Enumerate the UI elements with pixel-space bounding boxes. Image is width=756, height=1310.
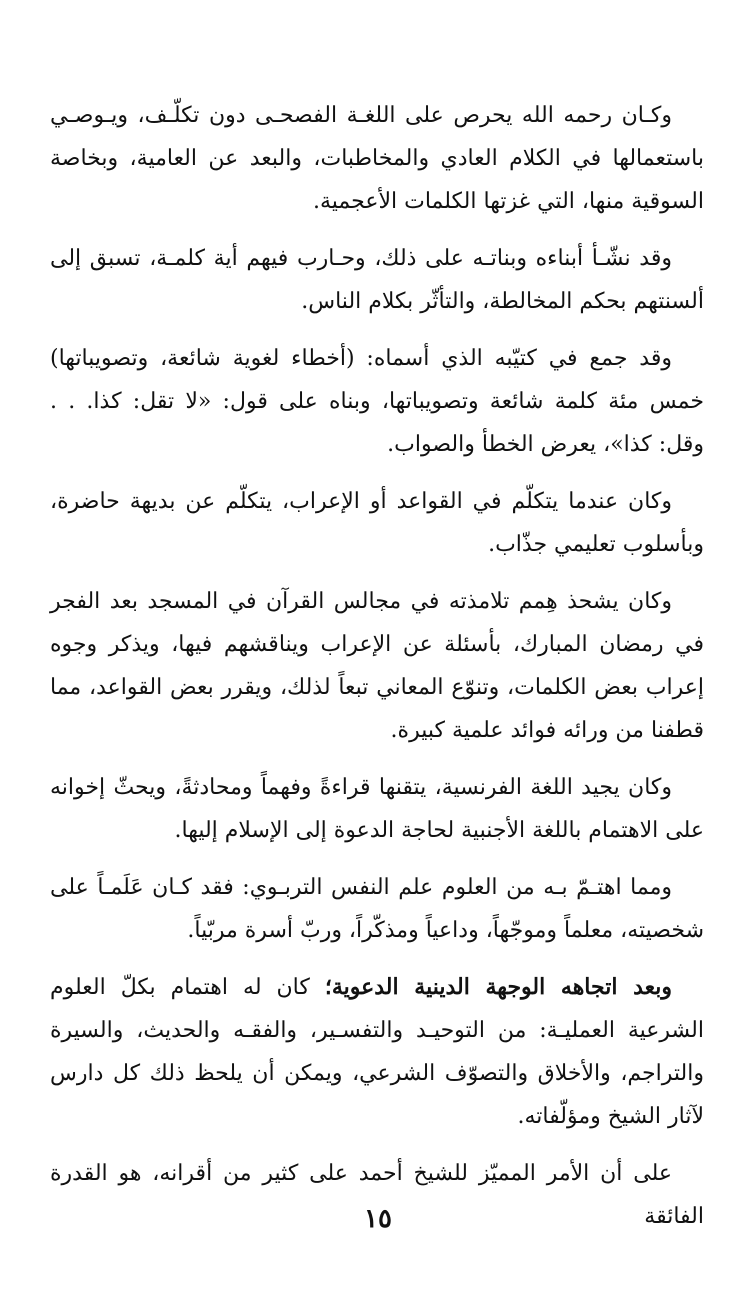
page-number: ١٥ [364, 1204, 392, 1234]
paragraph-7 [50, 866, 704, 952]
paragraph-7-text: ومما اهتـمّ بـه من العلوم علم النفس التربـوي: فقد كـان عَلَمـاً على شخصيته، معلماً وموجّهاً، وداعياً ومذكّراً، وربّ أسرة مربّياً. [50, 875, 704, 943]
paragraph-6 [50, 766, 704, 852]
paragraph-5-text: وكان يشحذ هِمم تلامذته في مجالس القرآن في المسجد بعد الفجر في رمضان المبارك، بأسئلة عن الإعراب ويناقشهم فيها، ويذكر وجوه إعراب بعض الكلمات، وتنوّع المعاني تبعاً لذلك، ويقرر بعض القواعد، مما قطفنا من ورائه فوائد علمية كبيرة. [50, 589, 704, 743]
paragraph-1 [50, 94, 704, 223]
paragraph-3-text: وقد جمع في كتيّبه الذي أسماه: (أخطاء لغوية شائعة، وتصويباتها) خمس مئة كلمة شائعة وتصويباتها، وبناه على قول: «لا تقل: كذا. . . وقل: كذا»، يعرض الخطأ والصواب. [50, 346, 704, 457]
paragraph-8-text: كان له اهتمام بكلّ العلوم الشرعية العمليـة: من التوحيـد والتفسـير، والفقـه والحديث، والسيرة والتراجم، والأخلاق والتصوّف الشرعي، ويمكن أن يلحظ ذلك كل دارس لآثار الشيخ ومؤلّفاته. [50, 975, 704, 1129]
paragraph-2-text: وقد نشّـأ أبناءه وبناتـه على ذلك، وحـارب فيهم أية كلمـة، تسبق إلى ألسنتهم بحكم المخالطة، والتأثّر بكلام الناس. [50, 246, 704, 314]
paragraph-3 [50, 337, 704, 466]
body-text [50, 94, 704, 1238]
paragraph-8-lead: وبعد اتجاهه الوجهة الدينية الدعوية؛ [324, 974, 673, 1000]
paragraph-9-text: على أن الأمر المميّز للشيخ أحمد على كثير من أقرانه، هو القدرة الفائقة [50, 1161, 704, 1229]
paragraph-8 [50, 966, 704, 1138]
paragraph-1-text: وكـان رحمه الله يحرص على اللغـة الفصحـى دون تكلّـف، ويـوصـي باستعمالها في الكلام العادي والمخاطبات، والبعد عن العامية، وبخاصة السوقية منها، التي غزتها الكلمات الأعجمية. [50, 103, 704, 214]
paragraph-4 [50, 480, 704, 566]
paragraph-4-text: وكان عندما يتكلّم في القواعد أو الإعراب، يتكلّم عن بديهة حاضرة، وبأسلوب تعليمي جذّاب. [50, 489, 704, 557]
paragraph-2 [50, 237, 704, 323]
paragraph-6-text: وكان يجيد اللغة الفرنسية، يتقنها قراءةً وفهماً ومحادثةً، ويحثّ إخوانه على الاهتمام باللغة الأجنبية لحاجة الدعوة إلى الإسلام إليها. [50, 775, 704, 843]
paragraph-5 [50, 580, 704, 752]
